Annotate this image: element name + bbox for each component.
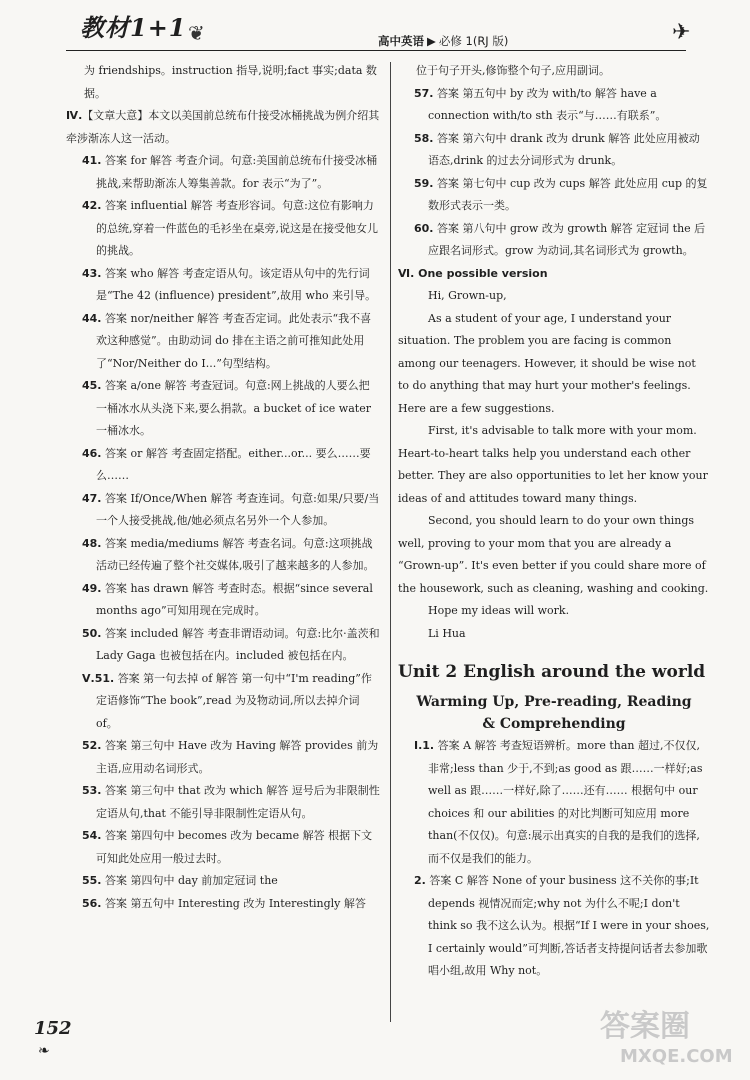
answer-56: 56. 答案 第五句中 Interesting 改为 Interestingly 解答	[82, 896, 366, 910]
answer-51: Ⅴ.51. 答案 第一句去掉 of 解答 第一句中“I'm reading”作定语修饰“The book”,read 为及物动词,所以去掉介词 of。	[82, 671, 372, 730]
header-rule	[66, 50, 686, 51]
section-6-heading: Ⅵ. One possible version	[398, 266, 548, 280]
right-column	[398, 60, 710, 983]
brand-logo: 教材1+1	[80, 13, 187, 42]
letter-paragraph: Second, you should learn to do your own things well, proving to your mom that you are already a “Grown-up”. It's even better if you could share more of the housework, such as cleaning, washing and cooking.	[398, 514, 709, 595]
unit-title: Unit 2 English around the world	[398, 662, 706, 682]
answer-48: 48. 答案 media/mediums 解答 考查名词。句意:这项挑战活动已经传遍了整个社交媒体,吸引了越来越多的人参加。	[82, 536, 375, 572]
lesson-title: Warming Up, Pre-reading, Reading	[416, 694, 692, 710]
answer-1: Ⅰ.1. 答案 A 解答 考查短语辨析。more than 超过,不仅仅,非常;less than 少于,不到;as good as 跟……一样好;as well as 跟……一样好,除了……还有…… 根据句中 our choices 和 our abilities 的对比判断可知应用 more than(不仅仅)。句意:展示出真实的自我的是我们的选择,而不仅是我们的能力。	[414, 739, 703, 865]
answer-49: 49. 答案 has drawn 解答 考查时态。根据“since several months ago”可知用现在完成时。	[82, 581, 373, 617]
watermark-logo: 答案圈	[600, 1009, 690, 1044]
answer-58: 58. 答案 第六句中 drank 改为 drunk 解答 此处应用被动语态,drink 的过去分词形式为 drunk。	[414, 131, 700, 167]
list-item: 位于句子开头,修饰整个句子,应用副词。	[416, 64, 610, 77]
answer-43: 43. 答案 who 解答 考查定语从句。该定语从句中的先行词是“The 42 (influence) president”,故用 who 来引导。	[82, 266, 377, 302]
watermark-url: MXQE.COM	[620, 1046, 733, 1067]
leaf-footer-icon: ❧	[38, 1043, 50, 1059]
answer-59: 59. 答案 第七句中 cup 改为 cups 解答 此处应用 cup 的复数形式表示一类。	[414, 176, 708, 212]
list-item: 为 friendships。instruction 指导,说明;fact 事实;data 数据。	[84, 64, 377, 100]
answer-42: 42. 答案 influential 解答 考查形容词。句意:这位有影响力的总统,穿着一件蓝色的毛衫坐在桌旁,说这是在接受他女儿的挑战。	[82, 199, 378, 257]
column-divider	[390, 62, 391, 1022]
answer-52: 52. 答案 第三句中 Have 改为 Having 解答 provides 前为主语,应用动名词形式。	[82, 739, 379, 775]
answer-54: 54. 答案 第四句中 becomes 改为 became 解答 根据下文可知此处应用一般过去时。	[82, 829, 373, 865]
bird-decoration-icon: ✈	[672, 20, 691, 45]
answer-55: 55. 答案 第四句中 day 前加定冠词 the	[82, 874, 278, 887]
letter-paragraph: As a student of your age, I understand your situation. The problem you are facing is common among our teenagers. However, it should be wise not to do anything that may hurt your mother's feelings. Here are a few suggestions.	[398, 311, 696, 415]
letter-closing: Hope my ideas will work.	[428, 604, 570, 617]
play-icon: ▶	[427, 34, 436, 48]
answer-41: 41. 答案 for 解答 考查介词。句意:美国前总统布什接受冰桶挑战,来帮助渐冻人筹集善款。for 表示“为了”。	[82, 154, 378, 190]
answer-2: 2. 答案 C 解答 None of your business 这不关你的事;It depends 视情况而定;why not 为什么不呢;I don't think so 我不这么认为。根据“If I were in your shoes, I certainly would”可判断,答话者支持提问话者去参加歌唱小组,故用 Why not。	[414, 874, 710, 977]
page-number: 152	[34, 1018, 72, 1039]
answer-45: 45. 答案 a/one 解答 考查冠词。句意:网上挑战的人要么把一桶冰水从头浇下来,要么捐款。a bucket of ice water 一桶冰水。	[82, 379, 371, 437]
answer-46: 46. 答案 or 解答 考查固定搭配。either...or... 要么……要么……	[82, 446, 371, 482]
answer-47: 47. 答案 If/Once/When 解答 考查连词。句意:如果/只要/当一个人接受挑战,他/她必须点名另外一个人参加。	[82, 491, 380, 527]
sample-letter	[398, 285, 710, 645]
answer-57: 57. 答案 第五句中 by 改为 with/to 解答 have a connection with/to sth 表示“与……有联系”。	[414, 86, 667, 122]
answer-50: 50. 答案 included 解答 考查非谓语动词。句意:比尔·盖茨和 Lady Gaga 也被包括在内。included 被包括在内。	[82, 626, 380, 662]
answer-60: 60. 答案 第八句中 grow 改为 growth 解答 定冠词 the 后应跟名词形式。grow 为动词,其名词形式为 growth。	[414, 221, 706, 257]
leaf-decoration-icon: ❦	[188, 21, 205, 45]
page-header	[0, 0, 750, 56]
letter-greeting: Hi, Grown-up,	[428, 289, 507, 302]
answer-44: 44. 答案 nor/neither 解答 考查否定词。此处表示“我不喜欢这种感觉”。由助动词 do 排在主语之前可推知此处用了“Nor/Neither do I...”句型结构。	[82, 311, 372, 370]
answer-53: 53. 答案 第三句中 that 改为 which 解答 逗号后为非限制性定语从句,that 不能引导非限制性定语从句。	[82, 784, 380, 820]
lesson-subtitle: & Comprehending	[482, 716, 626, 732]
subject-label: 高中英语	[378, 34, 424, 48]
letter-paragraph: First, it's advisable to talk more with your mom. Heart-to-heart talks help you understand each other better. They are also opportunities to let her know your ideas of and attitudes toward many things.	[398, 424, 708, 505]
book-label: 必修 1(RJ 版)	[438, 34, 509, 48]
letter-signature: Li Hua	[428, 626, 466, 640]
left-column	[66, 60, 380, 915]
section-4-summary: Ⅳ.【文章大意】本文以美国前总统布什接受冰桶挑战为例介绍其牵涉渐冻人这一活动。	[66, 109, 380, 145]
